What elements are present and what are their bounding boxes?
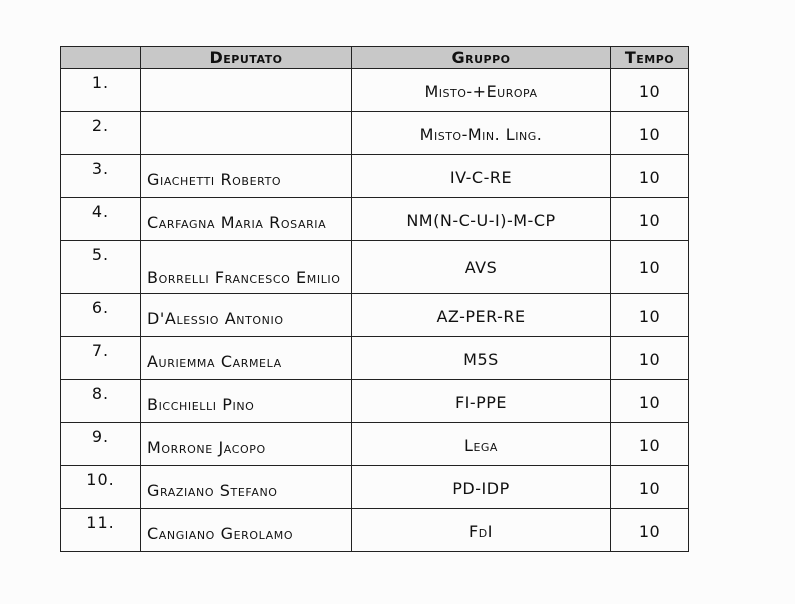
deputato-name: D'Alessio Antonio [141,294,352,337]
tempo-value: 10 [611,198,689,241]
table-row [61,294,689,337]
row-number: 9. [61,423,141,466]
deputato-name [141,69,352,112]
table-row [61,337,689,380]
tempo-value: 10 [611,380,689,423]
row-number: 4. [61,198,141,241]
tempo-value: 10 [611,466,689,509]
row-number: 7. [61,337,141,380]
deputato-name: Graziano Stefano [141,466,352,509]
gruppo-name: Lega [352,423,611,466]
table-row [61,241,689,294]
tempo-value: 10 [611,69,689,112]
table-row [61,380,689,423]
row-number: 11. [61,509,141,552]
deputato-name: Morrone Jacopo [141,423,352,466]
row-number: 6. [61,294,141,337]
header-row [61,47,689,69]
table-row [61,69,689,112]
tempo-value: 10 [611,423,689,466]
tempo-value: 10 [611,337,689,380]
gruppo-name: FdI [352,509,611,552]
table-row [61,423,689,466]
header-num [61,47,141,69]
table-row [61,466,689,509]
row-number: 10. [61,466,141,509]
gruppo-name: IV-C-RE [352,155,611,198]
row-number: 5. [61,241,141,294]
table-row [61,509,689,552]
tempo-value: 10 [611,155,689,198]
deputato-name: Giachetti Roberto [141,155,352,198]
deputato-name [141,112,352,155]
deputato-name: Bicchielli Pino [141,380,352,423]
tempo-value: 10 [611,509,689,552]
gruppo-name: M5S [352,337,611,380]
deputato-name: Borrelli Francesco Emilio [141,241,352,294]
gruppo-name: Misto-Min. Ling. [352,112,611,155]
tempo-value: 10 [611,241,689,294]
gruppo-name: Misto-+Europa [352,69,611,112]
table-row [61,155,689,198]
deputato-name: Carfagna Maria Rosaria [141,198,352,241]
deputato-name: Cangiano Gerolamo [141,509,352,552]
table-row [61,112,689,155]
tempo-value: 10 [611,112,689,155]
header-deputato: Deputato [141,47,352,69]
gruppo-name: FI-PPE [352,380,611,423]
deputato-name: Auriemma Carmela [141,337,352,380]
speakers-table [60,46,689,552]
tempo-value: 10 [611,294,689,337]
row-number: 8. [61,380,141,423]
header-gruppo: Gruppo [352,47,611,69]
gruppo-name: AVS [352,241,611,294]
row-number: 1. [61,69,141,112]
row-number: 2. [61,112,141,155]
gruppo-name: AZ-PER-RE [352,294,611,337]
gruppo-name: PD-IDP [352,466,611,509]
header-tempo: Tempo [611,47,689,69]
row-number: 3. [61,155,141,198]
gruppo-name: NM(N-C-U-I)-M-CP [352,198,611,241]
table-row [61,198,689,241]
